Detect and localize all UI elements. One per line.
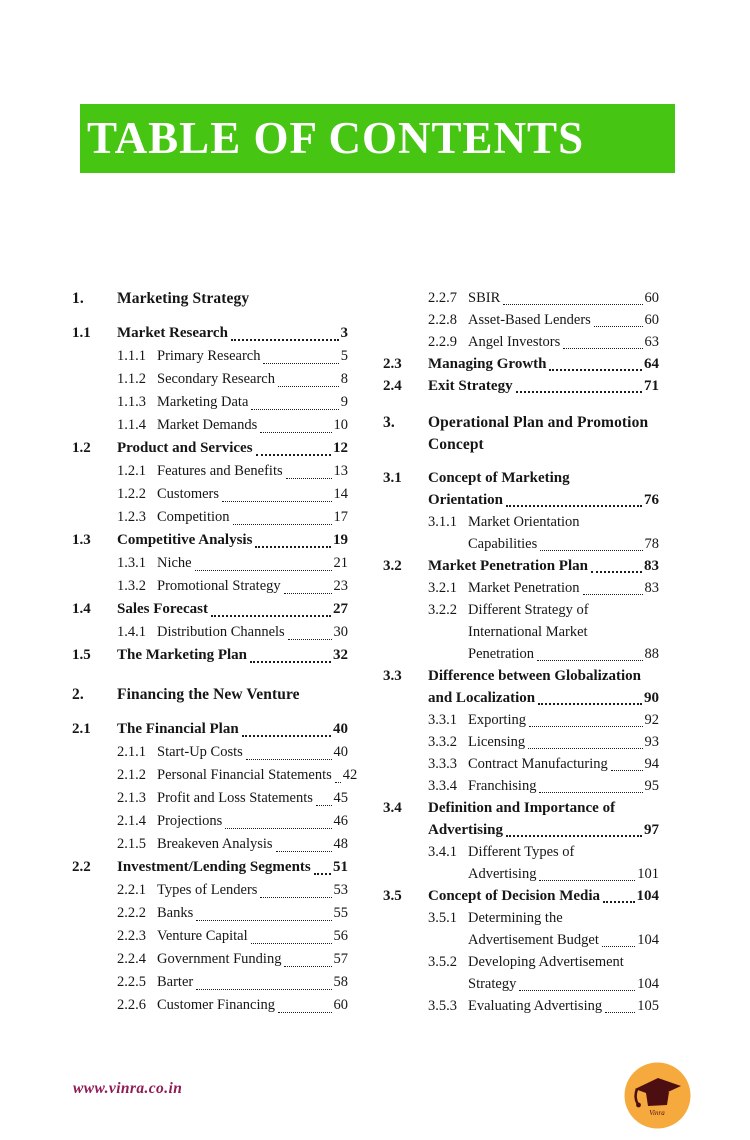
- toc-entry-title: Customers: [157, 486, 220, 502]
- dotted-leader: [196, 989, 331, 990]
- toc-page-number: 57: [333, 951, 348, 967]
- dotted-leader: [503, 304, 642, 305]
- toc-chapter-heading: [383, 412, 659, 456]
- toc-entry-number: 3.1.1: [428, 514, 457, 530]
- toc-entry-number: 1.3.1: [117, 555, 146, 571]
- toc-entry-title: Investment/Lending Segments: [117, 859, 311, 875]
- dotted-leader: [251, 943, 332, 944]
- toc-entry-number: 1.: [72, 290, 84, 307]
- toc-page-number: 8: [340, 371, 348, 387]
- toc-page-number: 76: [644, 492, 659, 508]
- toc-entry-title: Market Demands: [157, 417, 258, 433]
- toc-entry-number: 2.2: [72, 859, 91, 875]
- toc-entry[interactable]: [428, 599, 659, 665]
- logo-wordmark: Vinra: [649, 1109, 665, 1117]
- toc-entry-title: International Market: [468, 624, 588, 640]
- toc-entry[interactable]: [117, 483, 348, 506]
- toc-page-number: 64: [644, 356, 659, 372]
- toc-entry-number: 1.3: [72, 532, 91, 548]
- toc-page-number: 14: [333, 486, 348, 502]
- toc-entry-title: SBIR: [468, 290, 501, 306]
- dotted-leader: [195, 570, 332, 571]
- toc-entry[interactable]: [117, 575, 348, 598]
- toc-page-number: 12: [333, 440, 348, 456]
- toc-entry-number: 3.3.2: [428, 734, 457, 750]
- toc-entry[interactable]: [428, 951, 659, 995]
- dotted-leader: [538, 703, 642, 705]
- toc-entry-number: 3.2.2: [428, 602, 457, 618]
- toc-entry-title: Banks: [157, 905, 194, 921]
- toc-entry-number: 2.2.5: [117, 974, 146, 990]
- toc-page-number: 40: [333, 721, 348, 737]
- toc-entry[interactable]: [117, 994, 348, 1017]
- toc-entry-number: 1.1: [72, 325, 91, 341]
- dotted-leader: [286, 478, 332, 479]
- toc-entry[interactable]: [117, 925, 348, 948]
- toc-entry-title: Primary Research: [157, 348, 261, 364]
- toc-entry-number: 1.2: [72, 440, 91, 456]
- toc-entry-title: Product and Services: [117, 440, 253, 456]
- toc-page-number: 94: [644, 756, 659, 772]
- toc-page-number: 90: [644, 690, 659, 706]
- toc-entry-title: Secondary Research: [157, 371, 275, 387]
- toc-page-number: 53: [333, 882, 348, 898]
- toc-entry[interactable]: [117, 368, 348, 391]
- toc-entry[interactable]: [72, 856, 348, 879]
- toc-page-number: 93: [644, 734, 659, 750]
- dotted-leader: [288, 639, 332, 640]
- page-title: TABLE OF CONTENTS: [87, 113, 585, 163]
- dotted-leader: [537, 660, 642, 661]
- toc-entry-number: 2.4: [383, 378, 402, 394]
- toc-entry[interactable]: [428, 995, 659, 1017]
- toc-entry-title: Sales Forecast: [117, 601, 208, 617]
- toc-entry-number: 2.1.4: [117, 813, 146, 829]
- toc-page-number: 71: [644, 378, 659, 394]
- toc-entry[interactable]: [428, 577, 659, 599]
- toc-entry[interactable]: [72, 644, 348, 667]
- toc-entry-number: 1.1.2: [117, 371, 146, 387]
- toc-entry[interactable]: [117, 506, 348, 529]
- toc-entry[interactable]: [117, 787, 348, 810]
- toc-page-number: 10: [333, 417, 348, 433]
- dotted-leader: [516, 391, 642, 393]
- toc-right-column: [383, 287, 659, 1017]
- toc-entry-number: 2.1.2: [117, 767, 146, 783]
- dotted-leader: [196, 920, 331, 921]
- toc-entry[interactable]: [428, 287, 659, 309]
- toc-entry[interactable]: [383, 467, 659, 511]
- toc-entry-number: 1.1.3: [117, 394, 146, 410]
- toc-entry-number: 2.2.4: [117, 951, 146, 967]
- toc-page-number: 56: [333, 928, 348, 944]
- dotted-leader: [233, 524, 332, 525]
- toc-entry-number: 2.1.3: [117, 790, 146, 806]
- toc-entry-number: 1.5: [72, 647, 91, 663]
- toc-page-number: 83: [644, 580, 659, 596]
- toc-page-number: 45: [333, 790, 348, 806]
- toc-entry-title: Marketing Data: [157, 394, 249, 410]
- toc-entry[interactable]: [117, 948, 348, 971]
- toc-page-number: 58: [333, 974, 348, 990]
- toc-entry-title: Features and Benefits: [157, 463, 283, 479]
- dotted-leader: [263, 363, 338, 364]
- dotted-leader: [539, 880, 635, 881]
- toc-page-number: 13: [333, 463, 348, 479]
- toc-page-number: 42: [342, 767, 358, 783]
- toc-entry[interactable]: [428, 511, 659, 555]
- toc-entry-title: Promotional Strategy: [157, 578, 281, 594]
- toc-page-number: 51: [333, 859, 348, 875]
- toc-entry-title: Capabilities: [468, 536, 538, 552]
- toc-entry[interactable]: [428, 753, 659, 775]
- toc-entry-title: Market Penetration: [468, 580, 580, 596]
- toc-entry[interactable]: [383, 665, 659, 709]
- toc-entry[interactable]: [117, 764, 358, 787]
- dotted-leader: [278, 386, 339, 387]
- toc-entry-title: Customer Financing: [157, 997, 276, 1013]
- toc-page-number: 88: [644, 646, 659, 662]
- toc-entry[interactable]: [117, 971, 348, 994]
- toc-entry-number: 1.1.1: [117, 348, 146, 364]
- toc-entry[interactable]: [72, 529, 348, 552]
- toc-entry[interactable]: [72, 437, 348, 460]
- toc-page-number: 95: [644, 778, 659, 794]
- toc-entry[interactable]: [428, 841, 659, 885]
- toc-page-number: 104: [637, 932, 659, 948]
- toc-entry-title: Advertising: [468, 866, 537, 882]
- toc-page-number: 83: [644, 558, 659, 574]
- toc-entry-title: Barter: [157, 974, 194, 990]
- toc-entry-number: 3.5: [383, 888, 402, 904]
- toc-page-number: 63: [644, 334, 659, 350]
- dotted-leader: [276, 851, 332, 852]
- toc-page-number: 40: [333, 744, 348, 760]
- toc-entry[interactable]: [428, 331, 659, 353]
- toc-entry-title: Franchising: [468, 778, 537, 794]
- toc-page-number: 60: [644, 290, 659, 306]
- toc-entry-title: Market Penetration Plan: [428, 558, 588, 574]
- toc-entry[interactable]: [117, 460, 348, 483]
- dotted-leader: [231, 339, 339, 341]
- toc-entry-title: Competition: [157, 509, 230, 525]
- dotted-leader: [506, 505, 642, 507]
- toc-entry[interactable]: [117, 391, 348, 414]
- toc-entry-number: 2.2.8: [428, 312, 457, 328]
- toc-page-number: 92: [644, 712, 659, 728]
- toc-page-number: 46: [333, 813, 348, 829]
- toc-entry-title: Exit Strategy: [428, 378, 513, 394]
- toc-entry-title: Niche: [157, 555, 192, 571]
- toc-entry-number: 3.2: [383, 558, 402, 574]
- toc-entry[interactable]: [117, 810, 348, 833]
- toc-page-number: 48: [333, 836, 348, 852]
- toc-entry-title: Definition and Importance of: [428, 800, 616, 816]
- dotted-leader: [540, 550, 642, 551]
- toc-entry-number: 3.4: [383, 800, 402, 816]
- dotted-leader: [251, 409, 338, 410]
- dotted-leader: [591, 571, 642, 573]
- dotted-leader: [611, 770, 643, 771]
- toc-entry[interactable]: [117, 741, 348, 764]
- toc-entry[interactable]: [117, 879, 348, 902]
- toc-page-number: 97: [644, 822, 659, 838]
- toc-entry-title: Penetration: [468, 646, 535, 662]
- dotted-leader: [506, 835, 642, 837]
- toc-entry-title: Asset-Based Lenders: [468, 312, 591, 328]
- toc-entry[interactable]: [117, 414, 348, 437]
- toc-entry-title: Profit and Loss Statements: [157, 790, 313, 806]
- dotted-leader: [250, 661, 331, 663]
- toc-left-column: [72, 287, 358, 1017]
- website-link[interactable]: www.vinra.co.in: [73, 1080, 183, 1097]
- publisher-logo: [624, 1062, 691, 1129]
- toc-entry-title: Exporting: [468, 712, 526, 728]
- toc-entry-title: Personal Financial Statements: [157, 767, 332, 783]
- dotted-leader: [539, 792, 642, 793]
- toc-entry-number: 1.3.2: [117, 578, 146, 594]
- toc-entry-number: 3.5.2: [428, 954, 457, 970]
- toc-page-number: 60: [644, 312, 659, 328]
- toc-entry-number: 3.2.1: [428, 580, 457, 596]
- toc-entry[interactable]: [117, 621, 348, 644]
- dotted-leader: [335, 782, 341, 783]
- toc-entry-number: 3.5.1: [428, 910, 457, 926]
- toc-page-number: 60: [333, 997, 348, 1013]
- toc-entry[interactable]: [428, 309, 659, 331]
- toc-entry-number: 1.1.4: [117, 417, 146, 433]
- toc-entry-title: Difference between Globalization: [428, 668, 642, 684]
- toc-entry[interactable]: [383, 375, 659, 397]
- toc-page-number: 30: [333, 624, 348, 640]
- toc-entry-number: 3.3.4: [428, 778, 457, 794]
- dotted-leader: [211, 615, 331, 617]
- toc-page-number: 21: [333, 555, 348, 571]
- toc-entry-title: Distribution Channels: [157, 624, 285, 640]
- toc-entry-title: Projections: [157, 813, 223, 829]
- dotted-leader: [256, 454, 331, 456]
- dotted-leader: [255, 546, 331, 548]
- toc-entry-title: Marketing Strategy: [117, 290, 250, 307]
- toc-entry-title: Strategy: [468, 976, 517, 992]
- toc-entry-number: 3.3: [383, 668, 402, 684]
- toc-entry-number: 2.1.5: [117, 836, 146, 852]
- toc-entry[interactable]: [117, 833, 348, 856]
- dotted-leader: [602, 946, 635, 947]
- toc-page-number: 78: [644, 536, 659, 552]
- dotted-leader: [529, 726, 643, 727]
- toc-chapter-heading: [72, 287, 348, 310]
- toc-entry-title: Orientation: [428, 492, 503, 508]
- dotted-leader: [603, 901, 634, 903]
- dotted-leader: [314, 873, 331, 875]
- toc-entry[interactable]: [72, 718, 348, 741]
- toc-page-number: 32: [333, 647, 348, 663]
- toc-banner: [80, 104, 675, 173]
- toc-entry-title: Different Types of: [468, 844, 575, 860]
- toc-entry-number: 2.2.6: [117, 997, 146, 1013]
- dotted-leader: [316, 805, 332, 806]
- toc-entry-title: Types of Lenders: [157, 882, 258, 898]
- toc-entry-number: 2.2.2: [117, 905, 146, 921]
- toc-page-number: 27: [333, 601, 348, 617]
- toc-entry-title: Concept of Marketing: [428, 470, 570, 486]
- toc-entry-title: Angel Investors: [468, 334, 561, 350]
- toc-entry-title: Concept: [428, 436, 484, 453]
- toc-entry-number: 1.4.1: [117, 624, 146, 640]
- toc-entry-title: and Localization: [428, 690, 536, 706]
- toc-entry-number: 2.2.3: [117, 928, 146, 944]
- toc-entry-number: 2.2.7: [428, 290, 457, 306]
- dotted-leader: [284, 593, 332, 594]
- toc-entry-title: Contract Manufacturing: [468, 756, 608, 772]
- toc-entry-title: Advertising: [428, 822, 503, 838]
- toc-entry-number: 3.5.3: [428, 998, 457, 1014]
- toc-entry-number: 1.2.1: [117, 463, 146, 479]
- toc-page-number: 3: [340, 325, 348, 341]
- dotted-leader: [260, 432, 331, 433]
- dotted-leader: [528, 748, 642, 749]
- toc-entry-title: Evaluating Advertising: [468, 998, 603, 1014]
- toc-page-number: 104: [636, 888, 659, 904]
- toc-entry-number: 3.4.1: [428, 844, 457, 860]
- toc-entry-title: Venture Capital: [157, 928, 248, 944]
- toc-entry-title: Different Strategy of: [468, 602, 589, 618]
- toc-entry[interactable]: [383, 555, 659, 577]
- toc-entry[interactable]: [383, 885, 659, 907]
- toc-page-number: 23: [333, 578, 348, 594]
- toc-entry[interactable]: [117, 345, 348, 368]
- toc-entry-title: Government Funding: [157, 951, 282, 967]
- toc-entry-number: 3.3.1: [428, 712, 457, 728]
- toc-entry[interactable]: [428, 731, 659, 753]
- toc-entry-title: Managing Growth: [428, 356, 547, 372]
- dotted-leader: [284, 966, 331, 967]
- toc-entry[interactable]: [117, 902, 348, 925]
- dotted-leader: [563, 348, 642, 349]
- toc-entry-title: Concept of Decision Media: [428, 888, 601, 904]
- toc-entry[interactable]: [72, 598, 348, 621]
- toc-entry-number: 3.: [383, 414, 395, 431]
- toc-page-number: 19: [333, 532, 348, 548]
- toc-entry-title: Breakeven Analysis: [157, 836, 273, 852]
- toc-page-number: 101: [637, 866, 659, 882]
- dotted-leader: [260, 897, 331, 898]
- toc-entry-title: Market Research: [117, 325, 228, 341]
- toc-page-number: 17: [333, 509, 348, 525]
- toc-entry-title: Financing the New Venture: [117, 686, 300, 703]
- dotted-leader: [242, 735, 331, 737]
- dotted-leader: [222, 501, 331, 502]
- toc-page-number: 55: [333, 905, 348, 921]
- toc-entry-number: 2.: [72, 686, 84, 703]
- toc-entry[interactable]: [428, 907, 659, 951]
- toc-entry-number: 2.1: [72, 721, 91, 737]
- toc-entry-number: 2.2.9: [428, 334, 457, 350]
- toc-page-number: 104: [637, 976, 659, 992]
- toc-entry[interactable]: [428, 775, 659, 797]
- toc-entry-number: 2.2.1: [117, 882, 146, 898]
- toc-entry-title: Developing Advertisement: [468, 954, 624, 970]
- toc-page-number: 5: [340, 348, 348, 364]
- toc-entry-title: The Financial Plan: [117, 721, 239, 737]
- toc-entry-number: 2.3: [383, 356, 402, 372]
- toc-entry[interactable]: [383, 797, 659, 841]
- toc-entry-title: Advertisement Budget: [468, 932, 599, 948]
- dotted-leader: [594, 326, 643, 327]
- dotted-leader: [246, 759, 332, 760]
- toc-page-number: 9: [340, 394, 348, 410]
- toc-entry-title: The Marketing Plan: [117, 647, 247, 663]
- dotted-leader: [519, 990, 635, 991]
- dotted-leader: [225, 828, 331, 829]
- toc-page-number: 105: [637, 998, 659, 1014]
- toc-entry-number: 3.1: [383, 470, 402, 486]
- toc-entry-title: Start-Up Costs: [157, 744, 243, 760]
- graduation-cap-icon: [624, 1062, 691, 1129]
- dotted-leader: [278, 1012, 331, 1013]
- dotted-leader: [549, 369, 642, 371]
- toc-entry-number: 1.2.2: [117, 486, 146, 502]
- dotted-leader: [583, 594, 643, 595]
- toc-entry-title: Licensing: [468, 734, 526, 750]
- toc-entry-number: 1.4: [72, 601, 91, 617]
- toc-entry[interactable]: [72, 322, 348, 345]
- toc-entry-title: Operational Plan and Promotion: [428, 414, 649, 431]
- toc-entry-number: 2.1.1: [117, 744, 146, 760]
- toc-entry-title: Competitive Analysis: [117, 532, 253, 548]
- toc-entry[interactable]: [428, 709, 659, 731]
- toc-entry-title: Determining the: [468, 910, 563, 926]
- dotted-leader: [605, 1012, 635, 1013]
- toc-chapter-heading: [72, 683, 348, 706]
- toc-entry-number: 3.3.3: [428, 756, 457, 772]
- toc-entry-title: Market Orientation: [468, 514, 580, 530]
- toc-entry-number: 1.2.3: [117, 509, 146, 525]
- toc-entry[interactable]: [117, 552, 348, 575]
- toc-entry[interactable]: [383, 353, 659, 375]
